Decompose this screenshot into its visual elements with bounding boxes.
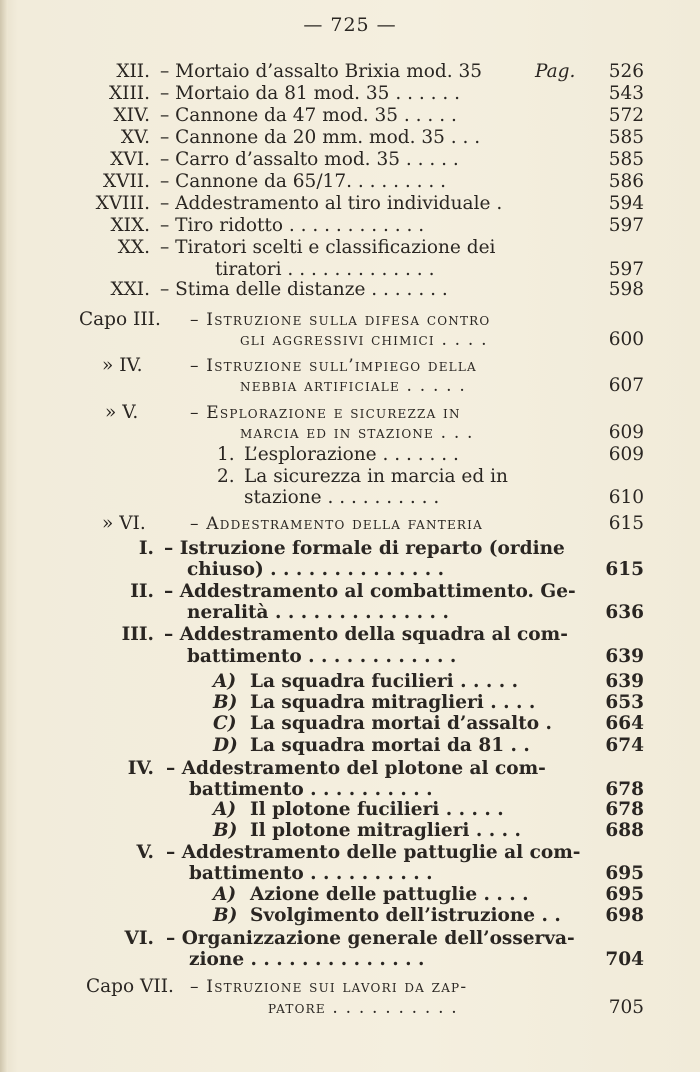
toc-entry-page: 639 <box>605 671 644 692</box>
toc-line <box>0 819 700 843</box>
toc-chapter-number: » IV. <box>102 355 143 376</box>
toc-entry-title: Il plotone mitraglieri . . . . <box>250 820 521 841</box>
toc-chapter-title: marcia ed in stazione . . . <box>240 423 474 443</box>
toc-chapter-title: – Esplorazione e sicurezza in <box>190 403 461 423</box>
toc-line <box>0 374 700 398</box>
toc-entry-page: 674 <box>605 735 644 756</box>
toc-entry-title: La squadra mitraglieri . . . . <box>250 692 536 713</box>
toc-subentry-letter: C) <box>213 713 237 734</box>
toc-entry-title: – Cannone da 65/17. . . . . . . . . <box>160 171 447 192</box>
toc-entry-page: 594 <box>608 193 644 214</box>
toc-entry-number: XIV. <box>113 105 150 126</box>
toc-entry-title: – Addestramento della squadra al com- <box>164 624 568 645</box>
toc-chapter-title: – Istruzione sulla difesa contro <box>190 310 491 330</box>
toc-entry-title: – Stima delle distanze . . . . . . . <box>160 279 448 300</box>
toc-entry-title: – Addestramento del plotone al com- <box>166 758 546 779</box>
toc-entry-title: battimento . . . . . . . . . . <box>189 779 433 800</box>
toc-chapter-title: – Addestramento della fanteria <box>190 514 483 534</box>
toc-entry-number: V. <box>136 842 154 863</box>
toc-entry-page: 695 <box>605 884 644 905</box>
toc-line <box>0 421 700 445</box>
toc-line <box>0 512 700 536</box>
toc-entry-number: XIII. <box>109 83 150 104</box>
toc-entry-title: zione . . . . . . . . . . . . . . <box>189 949 425 970</box>
toc-entry-number: 1. <box>217 444 235 465</box>
toc-entry-page: 609 <box>608 422 644 443</box>
toc-line <box>0 948 700 972</box>
toc-entry-title: – Istruzione formale di reparto (ordine <box>164 538 565 559</box>
toc-chapter-title: gli aggressivi chimici . . . . <box>240 330 488 350</box>
toc-chapter-number: » V. <box>105 402 139 423</box>
toc-entry-title: La squadra mortai da 81 . . <box>250 735 530 756</box>
toc-subentry-letter: A) <box>213 884 237 905</box>
toc-entry-title: – Organizzazione generale dell’osserva- <box>166 928 575 949</box>
toc-line <box>0 104 700 128</box>
toc-entry-number: IV. <box>127 758 154 779</box>
toc-entry-title: – Tiratori scelti e classificazione dei <box>160 237 496 258</box>
toc-chapter-title: – Istruzione sui lavori da zap- <box>190 977 468 997</box>
toc-line <box>0 623 700 647</box>
toc-entry-page: 526 <box>608 61 644 82</box>
toc-entry-title: battimento . . . . . . . . . . <box>189 863 433 884</box>
toc-line <box>0 558 700 582</box>
toc-entry-title: – Cannone da 47 mod. 35 . . . . . <box>160 105 457 126</box>
toc-entry-number: XV. <box>120 127 150 148</box>
toc-line <box>0 734 700 758</box>
toc-page-label: Pag. <box>535 61 576 82</box>
toc-line <box>0 712 700 736</box>
toc-entry-title: chiuso) . . . . . . . . . . . . . . <box>187 559 445 580</box>
toc-line <box>0 601 700 625</box>
toc-entry-page: 610 <box>608 487 644 508</box>
toc-subentry-letter: A) <box>213 671 237 692</box>
toc-entry-page: 543 <box>608 83 644 104</box>
toc-entry-page: 585 <box>608 149 644 170</box>
toc-entry-title: La squadra fucilieri . . . . . <box>250 671 519 692</box>
toc-entry-number: 2. <box>217 466 235 487</box>
toc-entry-title: – Tiro ridotto . . . . . . . . . . . . <box>160 215 425 236</box>
toc-entry-page: 609 <box>608 444 644 465</box>
toc-entry-number: XVII. <box>102 171 150 192</box>
toc-entry-page: 688 <box>605 820 644 841</box>
toc-chapter-title: – Istruzione sull’impiego della <box>190 356 477 376</box>
toc-entry-title: stazione . . . . . . . . . . <box>244 487 440 508</box>
toc-entry-title: neralità . . . . . . . . . . . . . . <box>187 602 449 623</box>
toc-line <box>0 82 700 106</box>
toc-entry-page: 585 <box>608 127 644 148</box>
toc-entry-number: III. <box>121 624 154 645</box>
toc-subentry-letter: A) <box>213 799 237 820</box>
toc-entry-title: La squadra mortai d’assalto . <box>250 713 552 734</box>
toc-entry-page: 705 <box>608 997 644 1018</box>
toc-entry-page: 600 <box>608 329 644 350</box>
toc-line <box>0 60 700 84</box>
toc-subentry-letter: B) <box>213 820 238 841</box>
toc-chapter-title: patore . . . . . . . . . . <box>268 998 458 1018</box>
toc-entry-number: VI. <box>124 928 154 949</box>
toc-entry-title: Il plotone fucilieri . . . . . <box>250 799 504 820</box>
toc-entry-number: XVIII. <box>95 193 150 214</box>
toc-line <box>0 996 700 1020</box>
toc-chapter-number: Capo III. <box>79 309 161 330</box>
toc-entry-number: XX. <box>117 237 150 258</box>
toc-entry-page: 678 <box>605 799 644 820</box>
toc-line <box>0 443 700 467</box>
toc-entry-page: 597 <box>608 215 644 236</box>
toc-entry-page: 653 <box>605 692 644 713</box>
toc-entry-page: 586 <box>608 171 644 192</box>
toc-line <box>0 192 700 216</box>
toc-line <box>0 904 700 928</box>
toc-line <box>0 328 700 352</box>
toc-entry-number: I. <box>138 538 154 559</box>
toc-entry-title: L’esplorazione . . . . . . . <box>244 444 459 465</box>
toc-entry-title: – Cannone da 20 mm. mod. 35 . . . <box>160 127 481 148</box>
toc-entry-page: 639 <box>605 646 644 667</box>
toc-subentry-letter: B) <box>213 905 238 926</box>
toc-entry-page: 664 <box>605 713 644 734</box>
toc-line <box>0 236 700 260</box>
toc-chapter-number: Capo VII. <box>86 976 174 997</box>
toc-entry-title: – Addestramento al combattimento. Ge- <box>164 581 576 602</box>
toc-entry-title: – Carro d’assalto mod. 35 . . . . . <box>160 149 459 170</box>
toc-entry-page: 695 <box>605 863 644 884</box>
toc-entry-number: XIX. <box>110 215 150 236</box>
toc-entry-page: 598 <box>608 279 644 300</box>
toc-line <box>0 278 700 302</box>
toc-entry-page: 615 <box>605 559 644 580</box>
toc-entry-title: – Mortaio d’assalto Brixia mod. 35 <box>160 61 483 82</box>
toc-entry-number: XXI. <box>110 279 150 300</box>
toc-entry-number: XVI. <box>110 149 150 170</box>
toc-line <box>0 645 700 669</box>
toc-line <box>0 486 700 510</box>
toc-chapter-number: » VI. <box>102 513 146 534</box>
toc-entry-page: 615 <box>608 513 644 534</box>
toc-entry-number: XII. <box>116 61 150 82</box>
toc-entry-title: battimento . . . . . . . . . . . . <box>187 646 457 667</box>
toc-line <box>0 214 700 238</box>
toc-entry-title: – Mortaio da 81 mod. 35 . . . . . . <box>160 83 461 104</box>
toc-line <box>0 170 700 194</box>
toc-entry-page: 607 <box>608 375 644 396</box>
toc-entry-page: 636 <box>605 602 644 623</box>
toc-entry-page: 572 <box>608 105 644 126</box>
toc-entry-page: 678 <box>605 779 644 800</box>
toc-entry-page: 597 <box>608 259 644 280</box>
toc-entry-number: II. <box>130 581 154 602</box>
toc-subentry-letter: B) <box>213 692 238 713</box>
page-number: — 725 — <box>303 14 397 36</box>
toc-entry-title: La sicurezza in marcia ed in <box>244 466 508 487</box>
toc-entry-page: 698 <box>605 905 644 926</box>
toc-entry-title: Azione delle pattuglie . . . . <box>250 884 529 905</box>
toc-entry-page: 704 <box>605 949 644 970</box>
toc-entry-title: – Addestramento al tiro individuale . <box>160 193 503 214</box>
toc-line <box>0 126 700 150</box>
toc-subentry-letter: D) <box>213 735 238 756</box>
toc-chapter-title: nebbia artificiale . . . . . <box>240 376 466 396</box>
toc-entry-title: Svolgimento dell’istruzione . . <box>250 905 561 926</box>
toc-entry-title: – Addestramento delle pattuglie al com- <box>166 842 581 863</box>
toc-line <box>0 148 700 172</box>
toc-entry-title: tiratori . . . . . . . . . . . . . <box>215 259 435 280</box>
